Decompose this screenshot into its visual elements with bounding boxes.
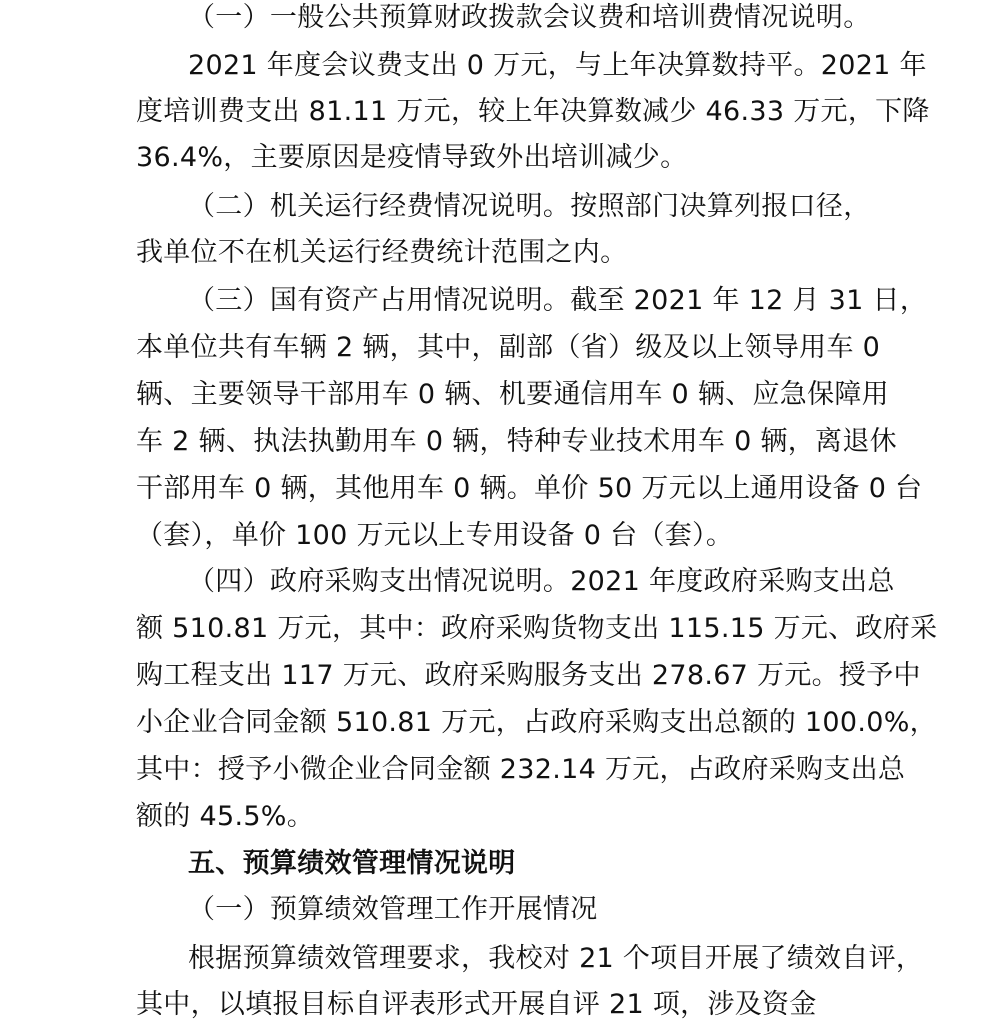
paragraph-line: 本单位共有车辆 2 辆，其中，副部（省）级及以上领导用车 0 [136, 332, 881, 363]
paragraph-line: 购工程支出 117 万元、政府采购服务支出 278.67 万元。授予中 [136, 660, 921, 691]
paragraph-line: 根据预算绩效管理要求，我校对 21 个项目开展了绩效自评， [188, 943, 924, 974]
chapter-heading-performance: 五、预算绩效管理情况说明 [188, 848, 516, 879]
paragraph-line: 额的 45.5%。 [136, 801, 315, 832]
section-heading-procurement: （四）政府采购支出情况说明。2021 年度政府采购支出总 [188, 566, 895, 597]
paragraph-line: 度培训费支出 81.11 万元，较上年决算数减少 46.33 万元，下降 [136, 96, 930, 127]
paragraph-line: 36.4%，主要原因是疫情导致外出培训减少。 [136, 142, 688, 173]
paragraph-line: 其中，以填报目标自评表形式开展自评 21 项，涉及资金 [136, 989, 817, 1020]
paragraph-line: 辆、主要领导干部用车 0 辆、机要通信用车 0 辆、应急保障用 [136, 379, 889, 410]
paragraph-line: 干部用车 0 辆，其他用车 0 辆。单价 50 万元以上通用设备 0 台 [136, 473, 923, 504]
paragraph-line: 额 510.81 万元，其中：政府采购货物支出 115.15 万元、政府采 [136, 613, 938, 644]
section-heading-state-assets: （三）国有资产占用情况说明。截至 2021 年 12 月 31 日， [188, 285, 928, 316]
paragraph-line: 我单位不在机关运行经费统计范围之内。 [136, 237, 628, 268]
section-heading-performance-work: （一）预算绩效管理工作开展情况 [188, 894, 598, 925]
paragraph-line: 2021 年度会议费支出 0 万元，与上年决算数持平。2021 年 [188, 50, 927, 81]
paragraph-line: 车 2 辆、执法执勤用车 0 辆，特种专业技术用车 0 辆，离退休 [136, 426, 897, 457]
paragraph-line: 其中：授予小微企业合同金额 232.14 万元，占政府采购支出总 [136, 754, 906, 785]
section-heading-meeting-training: （一）一般公共预算财政拨款会议费和培训费情况说明。 [188, 2, 871, 33]
paragraph-line: 小企业合同金额 510.81 万元，占政府采购支出总额的 100.0%， [136, 707, 937, 738]
paragraph-line: （套），单价 100 万元以上专用设备 0 台（套）。 [136, 520, 734, 551]
section-heading-operating-costs: （二）机关运行经费情况说明。按照部门决算列报口径， [188, 191, 871, 222]
